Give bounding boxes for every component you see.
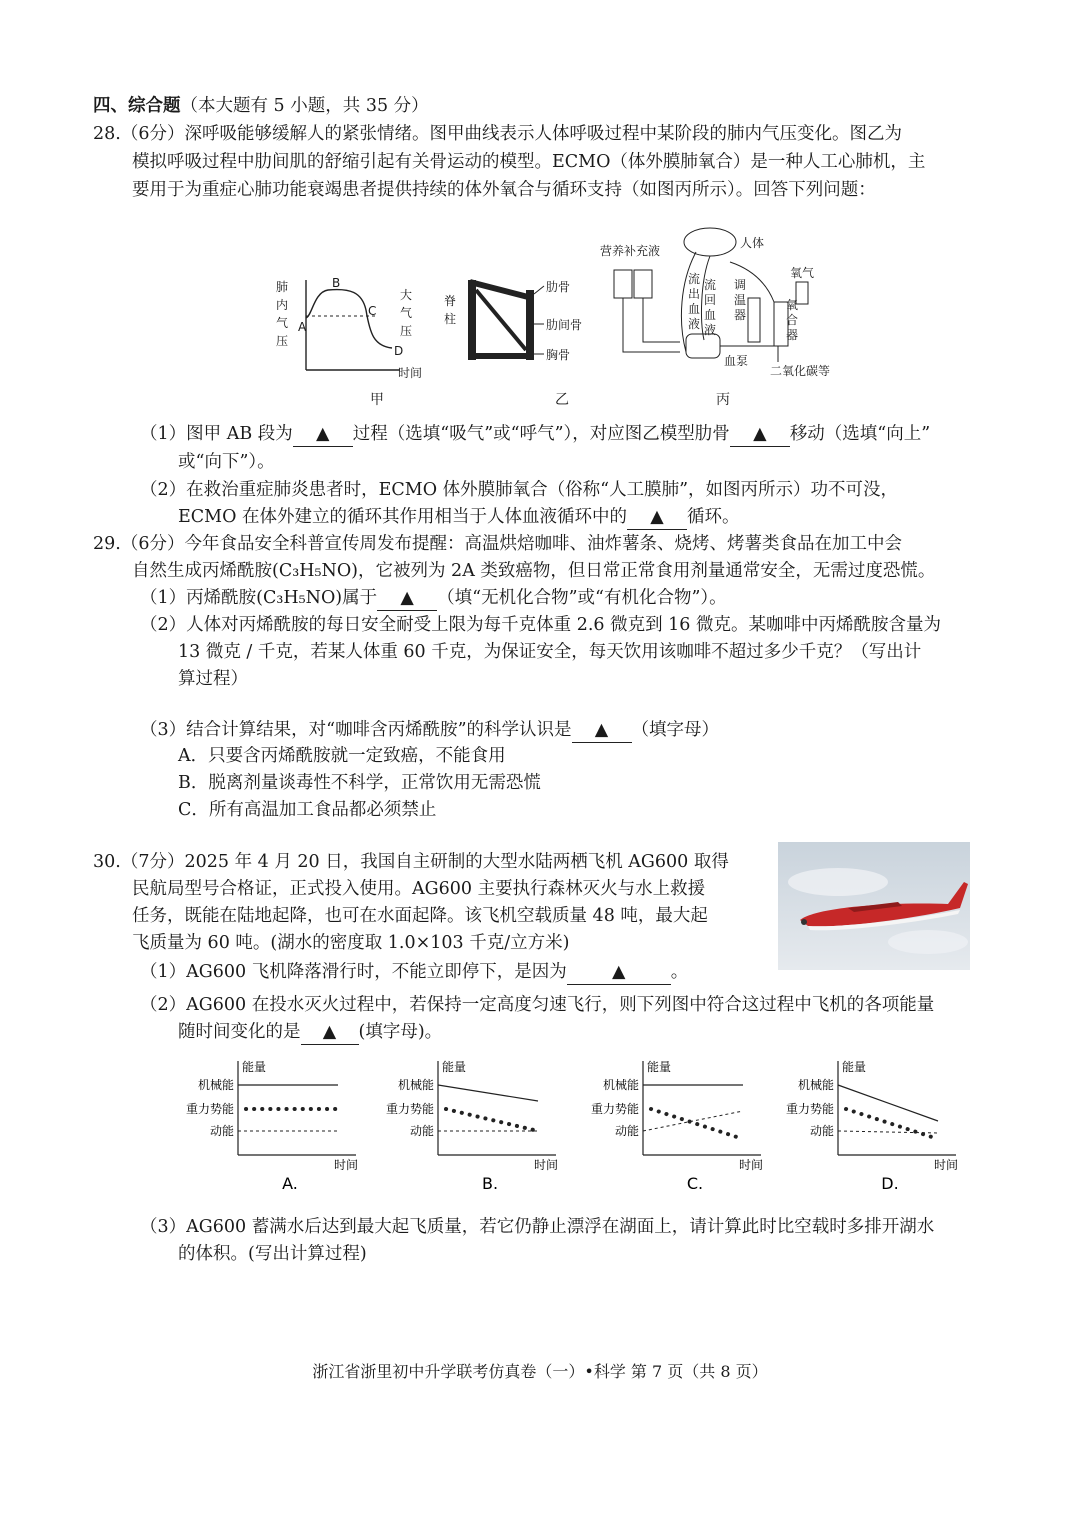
pa-char: 气 bbox=[400, 306, 413, 320]
caption-bing: 丙 bbox=[716, 392, 730, 408]
kin-label: 动能 bbox=[209, 1124, 234, 1138]
blood-pump-label: 血泵 bbox=[724, 354, 749, 368]
ylabel-char: 肺 bbox=[276, 280, 289, 294]
q30-line-1: 30.（7分）2025 年 4 月 20 日，我国自主研制的大型水陆两栖飞机 AG600 取得 bbox=[93, 852, 729, 872]
oxygenator-char: 器 bbox=[786, 328, 799, 342]
answer-blank[interactable]: ▲ bbox=[572, 718, 632, 743]
figure-ecmo bbox=[600, 222, 850, 382]
out-blood-label bbox=[688, 272, 700, 332]
q30-sub1-text-a: （1）AG600 飞机降落滑行时，不能立即停下，是因为 bbox=[140, 962, 567, 982]
grav-label: 重力势能 bbox=[185, 1102, 234, 1116]
q29-sub2-line-2: 13 微克 / 千克，若某人体重 60 千克，为保证安全，每天饮用该咖啡不超过多少千克？（写出计 bbox=[178, 642, 922, 662]
q30-sub1-text-b: 。 bbox=[670, 962, 689, 982]
q30-line-3: 任务，既能在陆地起降，也可在水面起降。该飞机空载质量 48 吨，最大起 bbox=[132, 906, 708, 926]
q29-sub2-line-3: 算过程） bbox=[178, 669, 248, 689]
grav-label: 重力势能 bbox=[785, 1102, 834, 1116]
mech-label: 机械能 bbox=[197, 1078, 234, 1092]
lung-pressure-ylabel bbox=[276, 278, 290, 350]
oxygen-label: 氧气 bbox=[790, 266, 815, 280]
pa-char: 大 bbox=[400, 288, 413, 302]
spine-char: 脊 bbox=[444, 294, 457, 308]
in-blood-char: 回 bbox=[704, 293, 717, 307]
q29-sub2-line-1: （2）人体对丙烯酰胺的每日安全耐受上限为每千克体重 2.6 微克到 16 微克。某咖啡中丙烯酰胺含量为 bbox=[140, 615, 941, 635]
q28-line-1: 28.（6分）深呼吸能够缓解人的紧张情绪。图甲曲线表示人体呼吸过程中某阶段的肺内气压变化。图乙为 bbox=[93, 124, 902, 144]
spine-char: 柱 bbox=[444, 312, 457, 326]
aircraft-icon bbox=[778, 842, 970, 970]
q29-line-1: 29.（6分）今年食品安全科普宣传周发布提醒：高温烘焙咖啡、油炸薯条、烧烤、烤薯类食品在加工中会 bbox=[93, 534, 902, 554]
q30-sub3-line-1: （3）AG600 蓄满水后达到最大起飞质量，若它仍静止漂浮在湖面上，请计算此时比空载时多排开湖水 bbox=[140, 1217, 935, 1237]
q30-sub1 bbox=[140, 960, 688, 985]
ylabel-char: 气 bbox=[276, 316, 289, 330]
section-title: 四、综合题 bbox=[93, 96, 181, 116]
q29-sub3 bbox=[140, 718, 719, 743]
temp-char: 调 bbox=[734, 278, 747, 292]
mech-label: 机械能 bbox=[397, 1078, 434, 1092]
q29-option-b: B．脱离剂量谈毒性不科学，正常饮用无需恐慌 bbox=[178, 773, 541, 793]
gravitational-energy-line bbox=[846, 1109, 938, 1139]
q30-line-2: 民航局型号合格证，正式投入使用。AG600 主要执行森林灭火与水上救援 bbox=[132, 879, 706, 899]
temp-char: 温 bbox=[734, 293, 747, 307]
out-blood-char: 液 bbox=[688, 317, 701, 331]
q28-line-3: 要用于为重症心肺功能衰竭患者提供持续的体外氧合与循环支持（如图丙所示）。回答下列问题： bbox=[132, 180, 876, 200]
in-blood-char: 血 bbox=[704, 308, 717, 322]
mechanical-energy-line bbox=[438, 1085, 538, 1101]
ylabel: 能量 bbox=[842, 1060, 867, 1074]
time-axis-label: 时间 bbox=[398, 366, 423, 380]
grav-label: 重力势能 bbox=[385, 1102, 434, 1116]
xlabel: 时间 bbox=[739, 1158, 764, 1172]
nutrient-label: 营养补充液 bbox=[600, 244, 661, 258]
q29-sub3-text-b: （填字母） bbox=[631, 720, 720, 740]
co2-label: 二氧化碳等 bbox=[770, 364, 831, 378]
point-c: C bbox=[368, 304, 377, 318]
out-blood-char: 流 bbox=[688, 272, 701, 286]
mechanical-energy-line bbox=[838, 1085, 938, 1121]
q30-sub2-text-c: (填字母)。 bbox=[358, 1022, 443, 1042]
point-a: A bbox=[298, 320, 307, 334]
grav-label: 重力势能 bbox=[590, 1102, 639, 1116]
in-blood-char: 液 bbox=[704, 323, 717, 337]
energy-chart-a bbox=[180, 1055, 370, 1200]
q30-line-4: 飞质量为 60 吨。(湖水的密度取 1.0×103 千克/立方米) bbox=[132, 933, 570, 953]
q28-sub1-text-b: 过程（选填“吸气”或“呼气”），对应图乙模型肋骨 bbox=[352, 424, 730, 444]
kin-label: 动能 bbox=[809, 1124, 834, 1138]
atmos-pressure-label bbox=[400, 286, 414, 340]
q28-sub2: （2）在救治重症肺炎患者时，ECMO 体外膜肺氧合（俗称“人工膜肺”，如图丙所示）功不可没， bbox=[140, 480, 899, 500]
section-heading bbox=[93, 94, 429, 118]
body-label: 人体 bbox=[740, 236, 765, 250]
mech-label: 机械能 bbox=[602, 1078, 639, 1092]
kinetic-energy-line bbox=[838, 1131, 938, 1133]
out-blood-char: 血 bbox=[688, 302, 701, 316]
q28-sub1-cont: 或“向下”）。 bbox=[178, 452, 275, 472]
rib-label: 肋骨 bbox=[546, 280, 571, 294]
q30-sub2-cont bbox=[178, 1020, 442, 1045]
pa-char: 压 bbox=[400, 324, 413, 338]
ylabel: 能量 bbox=[442, 1060, 467, 1074]
q28-sub2-text-b: ECMO 在体外建立的循环其作用相当于人体血液循环中的 bbox=[178, 507, 627, 527]
q29-option-a: A．只要含丙烯酰胺就一定致癌，不能食用 bbox=[178, 746, 506, 766]
answer-blank[interactable]: ▲ bbox=[377, 586, 437, 611]
spine-label bbox=[444, 292, 456, 328]
aircraft-photo bbox=[778, 842, 970, 970]
energy-chart-b bbox=[380, 1055, 570, 1200]
temperature-regulator-label bbox=[734, 278, 746, 323]
q30-sub3-line-2: 的体积。(写出计算过程) bbox=[178, 1244, 367, 1264]
q30-sub2-text-b: 随时间变化的是 bbox=[178, 1022, 301, 1042]
kin-label: 动能 bbox=[409, 1124, 434, 1138]
gravitational-energy-line bbox=[651, 1109, 743, 1139]
point-b: B bbox=[332, 276, 341, 290]
temp-char: 器 bbox=[734, 308, 747, 322]
point-d: D bbox=[394, 344, 404, 358]
xlabel: 时间 bbox=[534, 1158, 559, 1172]
answer-blank[interactable]: ▲ bbox=[567, 960, 671, 985]
option-label: A. bbox=[282, 1174, 298, 1193]
figure-rib-model bbox=[440, 270, 600, 390]
kinetic-energy-line bbox=[643, 1111, 743, 1131]
q29-option-c: C．所有高温加工食品都必须禁止 bbox=[178, 800, 437, 820]
q29-sub3-text-a: （3）结合计算结果，对“咖啡含丙烯酰胺”的科学认识是 bbox=[140, 720, 572, 740]
oxygenator-char: 合 bbox=[786, 313, 799, 327]
ylabel: 能量 bbox=[242, 1060, 267, 1074]
ylabel: 能量 bbox=[647, 1060, 672, 1074]
intercostal-label: 肋间骨 bbox=[546, 318, 583, 332]
q28-sub2-cont bbox=[178, 505, 740, 530]
mech-label: 机械能 bbox=[797, 1078, 834, 1092]
option-label: D. bbox=[881, 1174, 899, 1193]
ylabel-char: 内 bbox=[276, 298, 289, 312]
answer-blank[interactable]: ▲ bbox=[627, 505, 687, 530]
ylabel-char: 压 bbox=[276, 334, 289, 348]
oxygenator-label bbox=[786, 298, 798, 343]
xlabel: 时间 bbox=[334, 1158, 359, 1172]
q29-sub1 bbox=[140, 586, 727, 611]
q28-sub1 bbox=[140, 422, 930, 447]
q28-sub1-text-c: 移动（选填“向上” bbox=[789, 424, 931, 444]
option-label: B. bbox=[481, 1174, 499, 1193]
caption-yi: 乙 bbox=[555, 392, 569, 408]
figure-lung-pressure bbox=[270, 270, 440, 400]
q29-line-2: 自然生成丙烯酰胺(C₃H₅NO)，它被列为 2A 类致癌物，但日常正常食用剂量通常安全，无需过度恐慌。 bbox=[132, 561, 936, 581]
option-label: C. bbox=[686, 1174, 704, 1193]
q28-sub1-text-a: （1）图甲 AB 段为 bbox=[140, 424, 293, 444]
out-blood-char: 出 bbox=[688, 287, 701, 301]
q30-sub2: （2）AG600 在投水灭火过程中，若保持一定高度匀速飞行，则下列图中符合这过程中飞机的各项能量 bbox=[140, 995, 935, 1015]
q29-sub1-text-b: （填“无机化合物”或“有机化合物”）。 bbox=[437, 588, 727, 608]
energy-chart-options bbox=[180, 1055, 980, 1200]
in-blood-char: 流 bbox=[704, 278, 717, 292]
answer-blank[interactable]: ▲ bbox=[293, 422, 353, 447]
kin-label: 动能 bbox=[614, 1124, 639, 1138]
q29-sub1-text-a: （1）丙烯酰胺(C₃H₅NO)属于 bbox=[140, 588, 378, 608]
in-blood-label bbox=[704, 278, 716, 338]
gravitational-energy-line bbox=[446, 1109, 538, 1131]
section-note: （本大题有 5 小题，共 35 分） bbox=[180, 96, 429, 116]
answer-blank[interactable]: ▲ bbox=[301, 1020, 359, 1045]
q28-sub2-text-c: 循环。 bbox=[687, 507, 740, 527]
oxygenator-char: 氧 bbox=[786, 298, 799, 312]
sternum-label: 胸骨 bbox=[546, 348, 571, 362]
energy-chart-d bbox=[780, 1055, 970, 1200]
caption-jia: 甲 bbox=[370, 392, 384, 408]
xlabel: 时间 bbox=[934, 1158, 959, 1172]
energy-chart-c bbox=[585, 1055, 775, 1200]
answer-blank[interactable]: ▲ bbox=[730, 422, 790, 447]
page-footer: 浙江省浙里初中升学联考仿真卷（一）•科学 第 7 页（共 8 页） bbox=[312, 1362, 768, 1381]
q28-line-2: 模拟呼吸过程中肋间肌的舒缩引起有关骨运动的模型。ECMO（体外膜肺氧合）是一种人工心肺机，主 bbox=[132, 152, 926, 172]
